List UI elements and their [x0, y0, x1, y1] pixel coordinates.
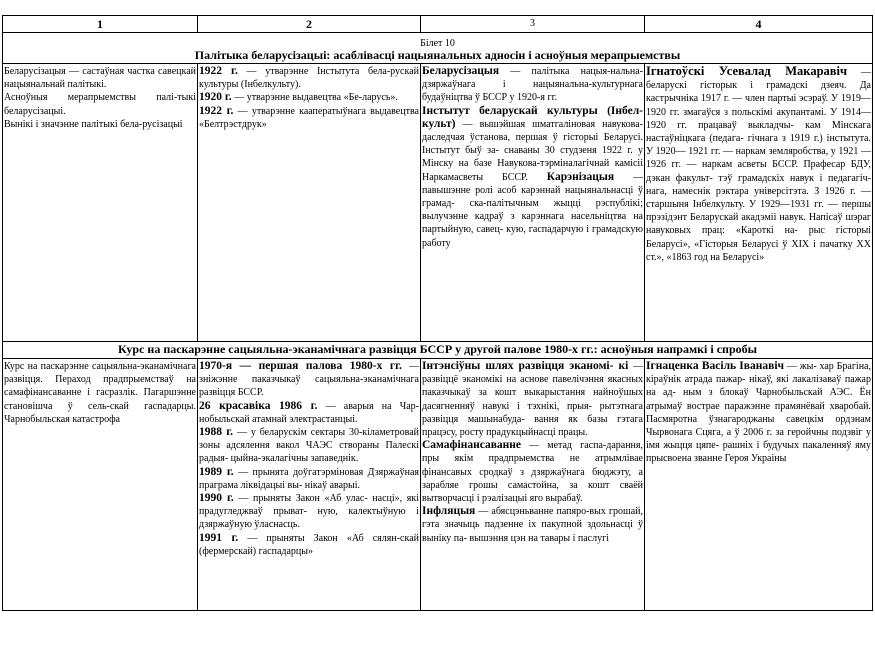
- date-entry: [199, 105, 419, 131]
- s1-col1-line: Беларусізацыя — састаўная частка савецкай нацыянальнай палітыкі.: [4, 66, 196, 91]
- date-text: — у беларускім сектары 30-кіламетровай зоны адсялення вакол ЧАЭС створаны Палескі радыя- цыйна-экалагічны запаведнік.: [199, 427, 419, 465]
- date-term: 1922 г.: [199, 104, 234, 117]
- date-entry: [199, 360, 419, 400]
- date-entry: [199, 466, 419, 492]
- date-entry: [199, 532, 419, 558]
- person-bio: — беларускі гісторык і грамадскі дзеяч. Да кастрычніка 1917 г. — член партыі эсэраў. У 1919—1920 гг. змагаўся з польскімі акупантамі. У 1914—1920 гг. працаваў выкладчы- кам Мінскага настаўніцкага (педага- гічнага з 1919 г.) інстытута. У 1920— 1921 гг. — наркам земляробства, у 1921 —1926 гг. — наркам асветы БССР. Прафесар БДУ, дэкан факульт- тэў грамадскіх навук і педагагіч- нага, намеснік рэктара універсітэта. З 1926 г. — старшыня Інбелкульту. У 1929—1931 гг. — першы прэзідэнт Беларускай акадэміі навук. Напісаў шэраг навуковых прац: «Кароткі на- рыс гісторыі Беларусі», «Гісторыя Беларусі ў XIX і пачатку XX ст.», «1863 год на Беларусі»: [646, 67, 871, 263]
- column-header-3: 3: [420, 15, 645, 33]
- date-entry: [199, 400, 419, 426]
- date-text: — прыняты Закон «Аб улас- насці», які прадугледжваў прыват- ную, калектыўную і дзяржаўную ўласнасць.: [199, 493, 419, 531]
- ticket-title-band: [2, 33, 873, 63]
- date-entry: [199, 65, 419, 91]
- date-text: — утварэнне кааператыўнага выдавецтва «Белтрэстдрук»: [199, 105, 419, 130]
- date-entry: [199, 91, 419, 104]
- term-definition: — развіццё эканомікі на аснове павелічэння якасных паказчыкаў за кошт выкарыстання найноўшых дасягненняў навукі і тэхнікі, прыя- рытэтнага развіцця машынабуда- вання як базы гэтага працэсу, росту прадукцыйнасці працы.: [422, 361, 643, 439]
- date-term: 1922 г.: [199, 65, 238, 77]
- topic-title: Палітыка беларусізацыі: асаблівасці нацыянальных адносін і асноўныя мерапрыемствы: [194, 48, 681, 62]
- date-text: — прынята доўгатэрміновая Дзяржаўная праграма ліквідацыі вы- нікаў аварыі.: [199, 466, 419, 491]
- date-text: — утварэнне выдавецтва «Бе-ларусь».: [231, 92, 398, 104]
- date-text: — зніжэнне паказчыкаў сацыяльна-эканамічнага развіцця БССР.: [199, 361, 420, 399]
- person-name: Ігнаценка Васіль Іванавіч: [646, 360, 785, 372]
- term-definition: — палітыка нацыя-нальна-дзяржаўнага і нацыянальна-культурнага будаўніцтва ў БССР у 1920-я гг.: [422, 66, 643, 104]
- term-title: Інстытут беларускай культуры (Інбел- культ): [422, 104, 643, 130]
- date-term: 1920 г.: [199, 91, 232, 104]
- term-title: Самафінансаванне: [422, 439, 522, 452]
- column-header-2: 2: [197, 15, 421, 33]
- s1-col2-cell: [197, 63, 420, 341]
- column-header-4: 4: [644, 15, 873, 33]
- term-title: Інтэнсіўны шлях развіцця эканомі- кі: [422, 360, 629, 372]
- s1-col1-line: Вынікі і значэнне палітыкі бела-русізацыі: [4, 118, 183, 130]
- date-term: 1970-я — першая палова 1980-х гг.: [199, 360, 402, 372]
- date-term: 1990 г.: [199, 492, 234, 505]
- s2-col2-cell: [197, 358, 420, 610]
- date-term: 1988 г.: [199, 426, 234, 439]
- person-bio: — жы- хар Брагіна, кіраўнік атрада пажар- нікаў, які лакалізаваў пажар на ад- ным з блокаў Чарнобыльскай АЭС. Ён атрымаў вострае паражэнне прамянёвай хваробай. Пасмяротна ўзнагароджаны савецкім ордэнам Чырвонага Сцяга, а ў 2006 г. за геройчны подзвіг у імя жыцця цяпе- рашніх і будучых пакаленняў яму прысвоена званне Героя Украіны: [646, 361, 871, 465]
- term-title: Карэнізацыя: [546, 170, 615, 183]
- term-definition: — вышэйшая шматгаліновая навукова-даследчая ўстанова, першая ў гісторыі Беларусі. Інстытут быў за- снаваны 30 студзеня 1922 г. у Мінску на базе Навукова-тэрміналагічнай камісіі Наркамасветы БССР.: [422, 118, 643, 183]
- s1-col4-cell: [644, 63, 873, 341]
- section-2-title: Курс на паскарэнне сацыяльна-эканамічнага развіцця БССР у другой палове 1980-х гг.: асноўныя напрамкі і спробы: [118, 342, 757, 356]
- table-bottom-border: [2, 610, 873, 611]
- ticket-number: Білет 10: [420, 38, 455, 49]
- date-entry: [199, 492, 419, 532]
- date-term: 1991 г.: [199, 531, 239, 544]
- date-term: 26 красавіка 1986 г.: [199, 399, 318, 412]
- s2-col4-cell: [644, 358, 873, 610]
- date-text: — аварыя на Чар- нобыльскай атамнай электрастанцыі.: [199, 400, 419, 425]
- s2-col1-cell: [2, 358, 197, 610]
- s1-col1-cell: [2, 63, 197, 341]
- term-definition: — павышэнне ролі асоб карэннай нацыянальнасці ў грамад- ска-палітычным жыцці рэспублікі; вылучэнне кадраў з карэннага насельніцтва на партыйную, савец- кую, гаспадарчую і грамадскую работу: [422, 171, 643, 249]
- section-2-title-band: [2, 341, 873, 358]
- person-name: Ігнатоўскі Усевалад Макаравіч: [646, 64, 848, 78]
- date-term: 1989 г.: [199, 465, 234, 478]
- date-text: — утварэнне Інстытута бела-рускай культуры (Інбелкульту).: [199, 66, 419, 91]
- s1-col1-line: Асноўныя мерапрыемствы палі-тыкі беларусізацыі.: [4, 92, 196, 117]
- s1-col3-cell: [420, 63, 644, 341]
- term-definition: — метад гаспа-дарання, пры якім прадпрыемства не атрымлівае фінансавых сродкаў з дзяржаўнага бюджэту, а зарабляе грошы самастойна, за кошт сваёй вытворчасці і рэалізацыі яго вырабаў.: [422, 440, 643, 505]
- s2-col3-cell: [420, 358, 644, 610]
- term-title: Інфляцыя: [422, 505, 476, 518]
- term-title: Беларусізацыя: [422, 65, 500, 77]
- column-header-1: 1: [2, 15, 198, 33]
- date-entry: [199, 426, 419, 466]
- term-definition: — абясцэньванне папяро-вых грошай, гэта значыць падзенне іх пакупной здольнасці ў выніку па- вышэння цэн на тавары і паслугі: [422, 506, 643, 544]
- s2-col1-text: Курс на паскарэнне сацыяльна-эканамічнага развіцця. Пераход прадпрыемстваў на самафінансаванне і гасразлік. Пагаршэнне становішча ў сель-скай гаспадарцы. Чарнобыльская катастрофа: [4, 361, 196, 425]
- date-text: — прыняты Закон «Аб сялян-скай (фермерскай) гаспадарцы»: [199, 532, 419, 557]
